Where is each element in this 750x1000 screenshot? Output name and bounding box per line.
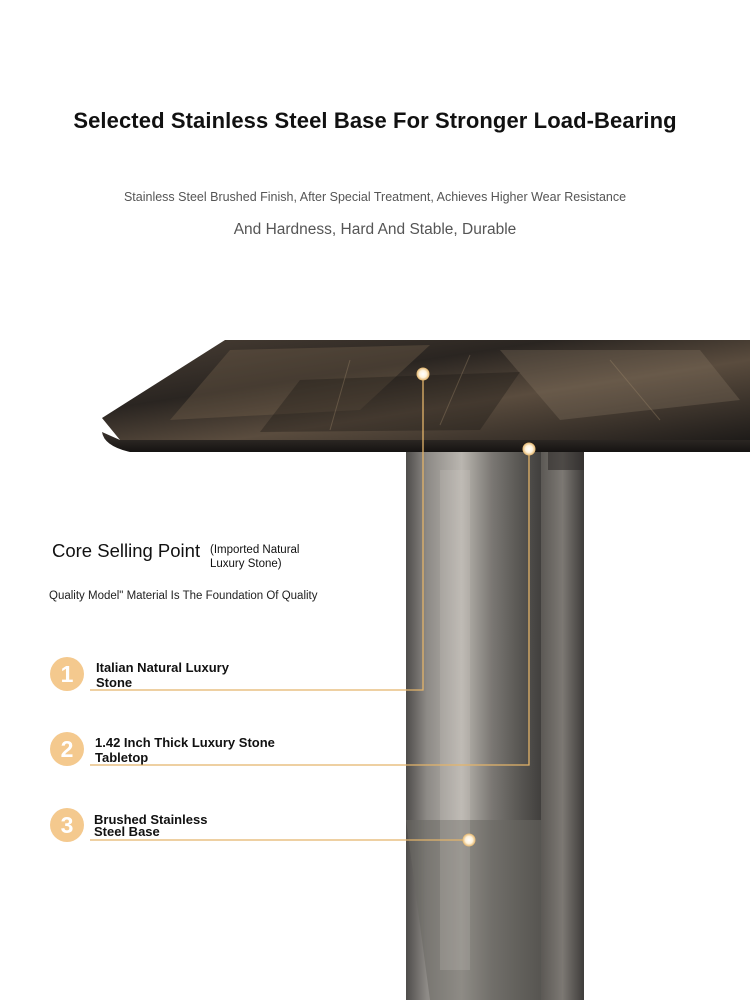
subtitle-line-1: Stainless Steel Brushed Finish, After Special Treatment, Achieves Higher Wear Resistance [123,190,627,204]
callout-dot-1 [417,368,430,381]
point-badge-3: 3 [50,808,84,842]
point-label-1: Italian Natural Luxury Stone [96,660,229,690]
callout-dot-2 [523,443,536,456]
core-selling-point-note: (Imported Natural Luxury Stone) [210,544,300,570]
point-badge-2: 2 [50,732,84,766]
core-selling-point-heading: Core Selling Point [52,540,201,561]
point-label-2: 1.42 Inch Thick Luxury Stone Tabletop [95,735,275,765]
subtitle-line-2: And Hardness, Hard And Stable, Durable [233,221,517,238]
point-badge-1: 1 [50,657,84,691]
core-selling-point-description: Quality Model" Material Is The Foundation Of Quality [49,590,318,602]
page-title: Selected Stainless Steel Base For Stronger Load-Bearing [73,108,677,133]
steel-base [406,446,584,1000]
marble-tabletop [102,340,750,452]
callout-dot-3 [463,834,476,847]
point-label-3: Brushed Stainless Steel Base [94,812,208,839]
